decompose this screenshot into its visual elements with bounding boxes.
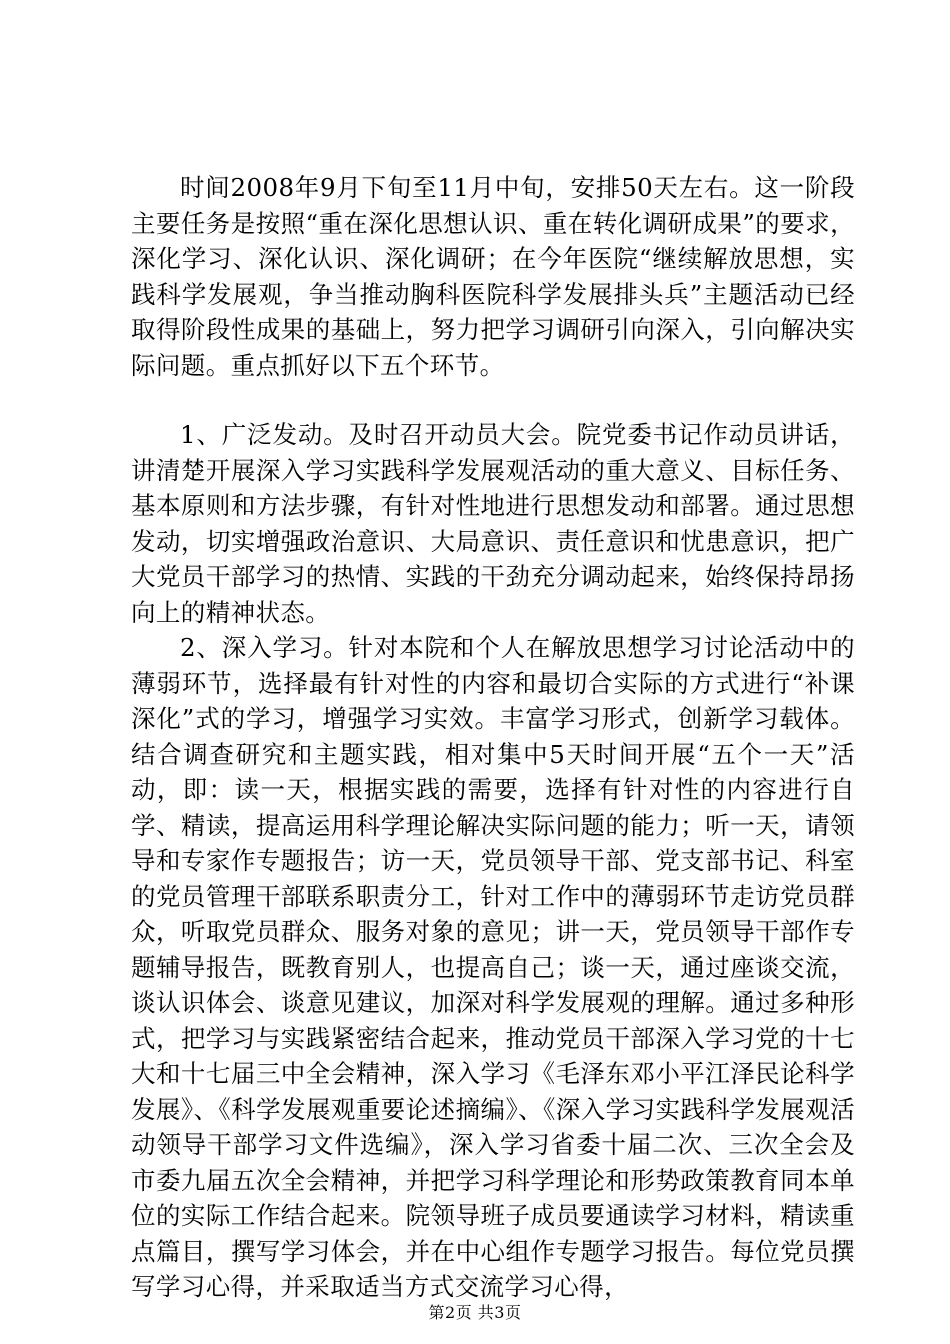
paragraph-intro: 时间2008年9月下旬至11月中旬，安排50天左右。这一阶段主要任务是按照“重在深化思想认识、重在转化调研成果”的要求，深化学习、深化认识、深化调研；在今年医院“继续解放思想，实践科学发展观，争当推动胸科医院科学发展排头兵”主题活动已经取得阶段性成果的基础上，努力把学习调研引向深入，引向解决实际问题。重点抓好以下五个环节。 [131, 173, 855, 380]
paragraph-spacer [131, 383, 855, 417]
page-footer [0, 1303, 950, 1323]
paragraph-item-1: 1、广泛发动。及时召开动员大会。院党委书记作动员讲话，讲清楚开展深入学习实践科学发展观活动的重大意义、目标任务、基本原则和方法步骤，有针对性地进行思想发动和部署。通过思想发动，切实增强政治意识、大局意识、责任意识和忧患意识，把广大党员干部学习的热情、实践的干劲充分调动起来，始终保持昂扬向上的精神状态。 [131, 420, 855, 627]
paragraph-item-2: 2、深入学习。针对本院和个人在解放思想学习讨论活动中的薄弱环节，选择最有针对性的内容和最切合实际的方式进行“补课深化”式的学习，增强学习实效。丰富学习形式，创新学习载体。结合调查研究和主题实践，相对集中5天时间开展“五个一天”活动，即：读一天，根据实践的需要，选择有针对性的内容进行自学、精读，提高运用科学理论解决实际问题的能力；听一天，请领导和专家作专题报告；访一天，党员领导干部、党支部书记、科室的党员管理干部联系职责分工，针对工作中的薄弱环节走访党员群众，听取党员群众、服务对象的意见；讲一天，党员领导干部作专题辅导报告，既教育别人，也提高自己；谈一天，通过座谈交流，谈认识体会、谈意见建议，加深对科学发展观的理解。通过多种形式，把学习与实践紧密结合起来，推动党员干部深入学习党的十七大和十七届三中全会精神，深入学习《毛泽东邓小平江泽民论科学发展》、《科学发展观重要论述摘编》、《深入学习实践科学发展观活动领导干部学习文件选编》，深入学习省委十届二次、三次全会及市委九届五次全会精神，并把学习科学理论和形势政策教育同本单位的实际工作结合起来。院领导班子成员要通读学习材料，精读重点篇目，撰写学习体会，并在中心组作专题学习报告。每位党员撰写学习心得，并采取适当方式交流学习心得， [131, 633, 855, 1301]
page-number: 第2页 共3页 [428, 1303, 522, 1322]
document-body [131, 170, 855, 1305]
